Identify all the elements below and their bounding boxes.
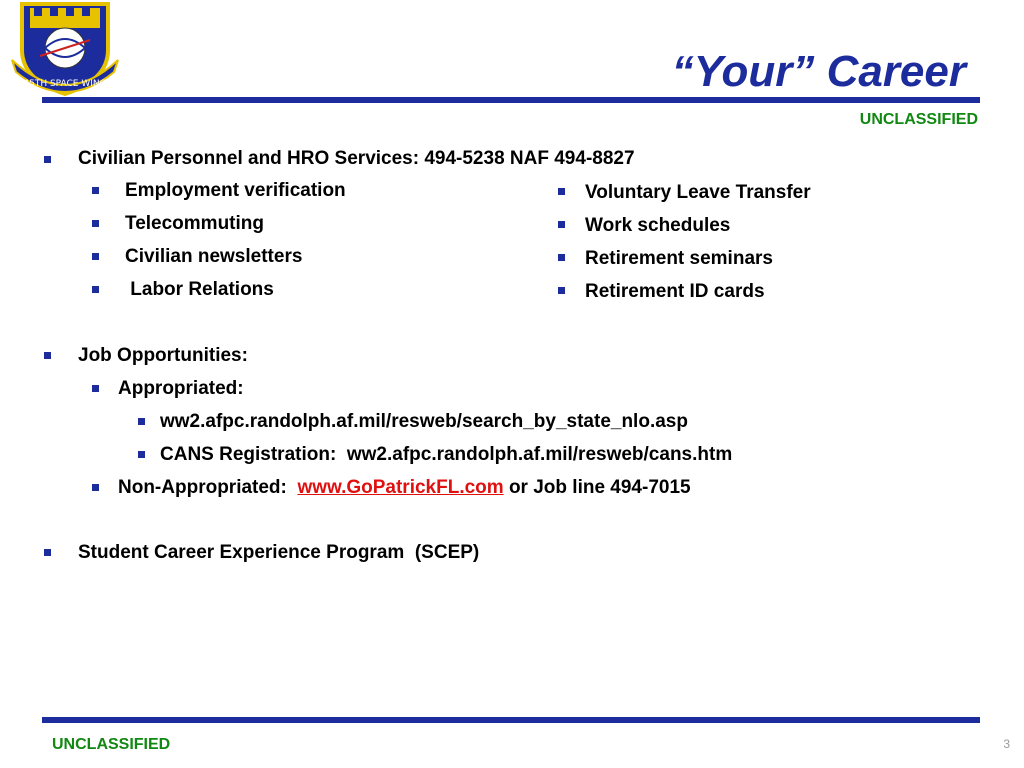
slide-title: “Your” Career (671, 47, 966, 96)
bullet-icon (44, 156, 51, 163)
logo-text: 45TH SPACE WING (23, 79, 107, 89)
bullet-icon (44, 549, 51, 556)
civilian-heading: Civilian Personnel and HRO Services: 494-5238 NAF 494-8827 (78, 148, 635, 169)
bullet-icon (92, 385, 99, 392)
appropriated-item: CANS Registration: ww2.afpc.randolph.af.mil/resweb/cans.htm (160, 444, 733, 465)
jobs-heading: Job Opportunities: (78, 345, 248, 366)
bullet-icon (92, 253, 99, 260)
civilian-left-item: Labor Relations (125, 279, 274, 300)
civilian-left-item: Civilian newsletters (125, 246, 303, 267)
bullet-icon (558, 287, 565, 294)
civilian-right-item: Voluntary Leave Transfer (585, 182, 811, 203)
bullet-icon (92, 286, 99, 293)
civilian-right-item: Work schedules (585, 215, 731, 236)
bullet-icon (92, 220, 99, 227)
bullet-icon (558, 188, 565, 195)
footer-divider (42, 717, 980, 723)
bullet-icon (558, 254, 565, 261)
civilian-left-item: Employment verification (125, 180, 346, 201)
appropriated-item: ww2.afpc.randolph.af.mil/resweb/search_by_state_nlo.asp (160, 411, 688, 432)
non-appropriated-suffix: or Job line 494-7015 (503, 477, 691, 498)
civilian-right-item: Retirement seminars (585, 248, 773, 269)
header-divider (42, 97, 980, 103)
scep-heading: Student Career Experience Program (SCEP) (78, 542, 480, 563)
bullet-icon (138, 418, 145, 425)
bullet-icon (92, 187, 99, 194)
civilian-left-item: Telecommuting (125, 213, 264, 234)
non-appropriated-line (118, 476, 691, 500)
page-number: 3 (1003, 737, 1010, 751)
gopatrick-link[interactable]: www.GoPatrickFL.com (297, 477, 504, 498)
non-appropriated-prefix: Non-Appropriated: (118, 477, 298, 498)
classification-header: UNCLASSIFIED (859, 111, 978, 128)
classification-footer: UNCLASSIFIED (52, 736, 171, 753)
civilian-right-item: Retirement ID cards (585, 281, 765, 302)
bullet-icon (92, 484, 99, 491)
bullet-icon (558, 221, 565, 228)
45th-space-wing-emblem (10, 0, 120, 96)
bullet-icon (44, 352, 51, 359)
bullet-icon (138, 451, 145, 458)
appropriated-label: Appropriated: (118, 378, 244, 399)
